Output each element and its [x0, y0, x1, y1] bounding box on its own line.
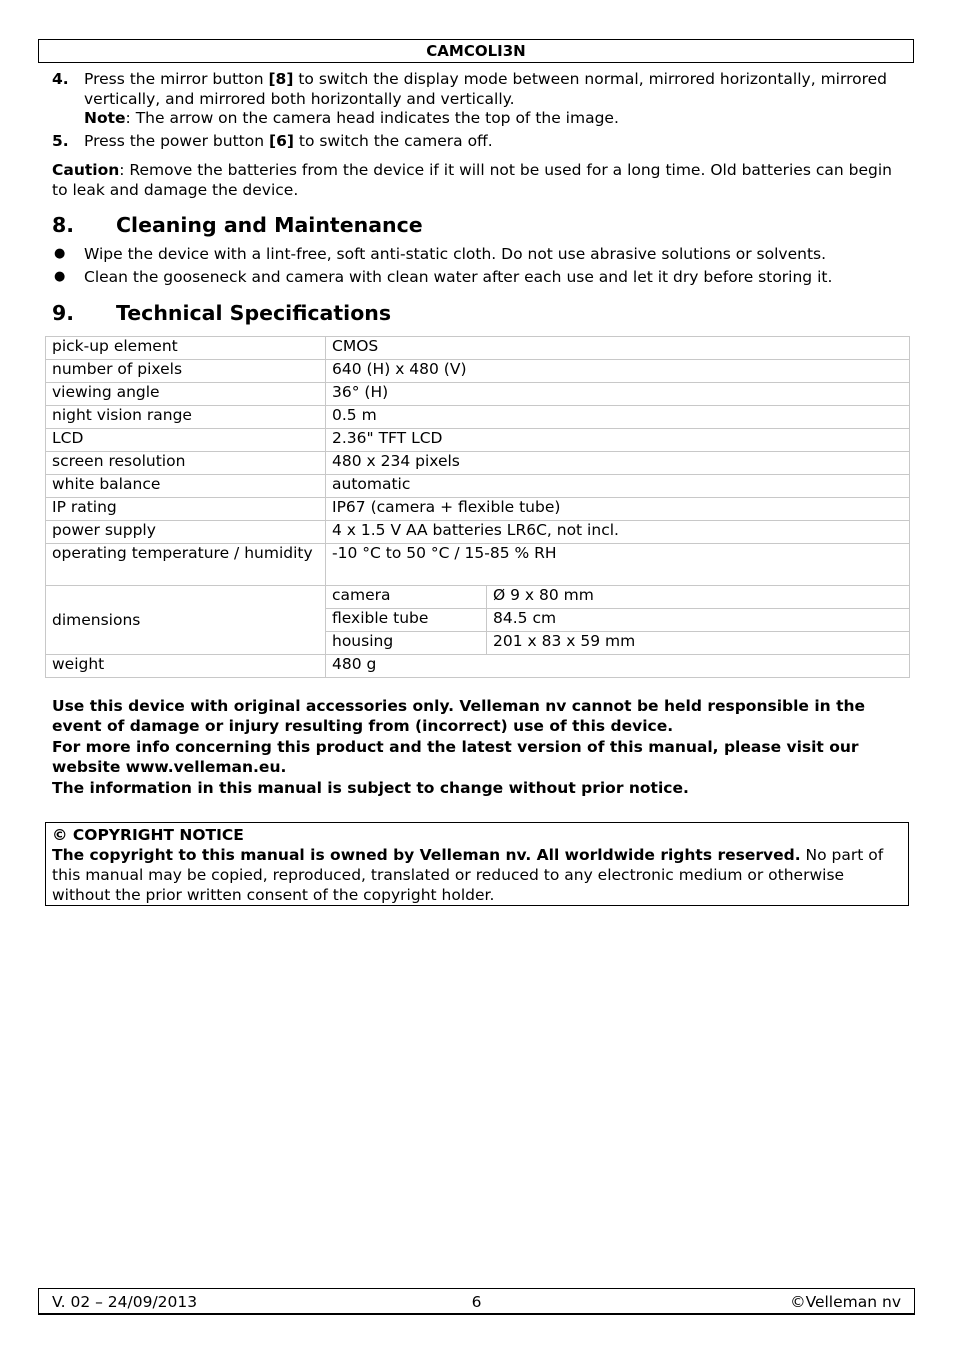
- table-row: [46, 544, 910, 586]
- spec-value: 2.36" TFT LCD: [326, 429, 910, 452]
- notice-text: For more info concerning this product and the latest version of this manual, please visit our website www.velleman.eu.: [52, 738, 859, 776]
- list-item-text: Wipe the device with a lint-free, soft anti-static cloth. Do not use abrasive solutions or solvents.: [84, 245, 827, 263]
- spec-label: IP rating: [46, 498, 326, 521]
- step-4: [52, 70, 902, 129]
- button-reference: [8]: [268, 70, 294, 88]
- spec-value: 84.5 cm: [487, 609, 910, 632]
- table-row: [46, 655, 910, 678]
- bullet-icon: ●: [54, 246, 66, 261]
- spec-label: weight: [46, 655, 326, 678]
- spec-value: 201 x 83 x 59 mm: [487, 632, 910, 655]
- spec-value: automatic: [326, 475, 910, 498]
- cleaning-list: [52, 244, 902, 287]
- table-row: [46, 337, 910, 360]
- usage-notices: [52, 696, 902, 799]
- section-number: 8.: [52, 213, 75, 237]
- spec-value: 480 g: [326, 655, 910, 678]
- section-title: Technical Specifications: [116, 301, 392, 325]
- copyright-bold-text: The copyright to this manual is owned by Velleman nv. All worldwide rights reserved.: [52, 846, 801, 864]
- spec-label: pick-up element: [46, 337, 326, 360]
- step-number: 5.: [52, 131, 69, 150]
- page-header-model: CAMCOLI3N: [38, 39, 914, 63]
- spec-value: 36° (H): [326, 383, 910, 406]
- specifications-table: [45, 336, 910, 678]
- step-number: 4.: [52, 70, 69, 88]
- spec-value: 0.5 m: [326, 406, 910, 429]
- spec-sublabel: flexible tube: [326, 609, 487, 632]
- spec-value: -10 °C to 50 °C / 15-85 % RH: [326, 544, 910, 586]
- section-title: Cleaning and Maintenance: [116, 213, 423, 237]
- copyright-text: No part of this manual may be copied, reproduced, translated or reduced to any electronic medium or otherwise without the prior written consent of the copyright holder.: [52, 846, 884, 904]
- section-heading-specifications: [52, 301, 902, 325]
- spec-label: dimensions: [46, 586, 326, 655]
- caution-label: Caution: [52, 161, 120, 179]
- spec-sublabel: housing: [326, 632, 487, 655]
- page-footer: [38, 1288, 915, 1315]
- section-heading-cleaning: [52, 213, 902, 237]
- spec-value: 480 x 234 pixels: [326, 452, 910, 475]
- spec-label: white balance: [46, 475, 326, 498]
- caution-text: : Remove the batteries from the device if it will not be used for a long time. Old batteries can begin to leak and damage the device.: [52, 161, 892, 199]
- spec-label: viewing angle: [46, 383, 326, 406]
- spec-label: operating temperature / humidity: [46, 544, 326, 586]
- table-row: [46, 475, 910, 498]
- list-item-text: Clean the gooseneck and camera with clean water after each use and let it dry before storing it.: [84, 268, 833, 286]
- table-row: [46, 383, 910, 406]
- spec-value: CMOS: [326, 337, 910, 360]
- table-row: [46, 360, 910, 383]
- page-number: 6: [471, 1293, 482, 1311]
- step-text: to switch the camera off.: [293, 131, 493, 150]
- caution-paragraph: [52, 160, 902, 200]
- notice-text: The information in this manual is subject to change without prior notice.: [52, 779, 689, 797]
- table-row: [46, 521, 910, 544]
- spec-value: IP67 (camera + flexible tube): [326, 498, 910, 521]
- table-row: [46, 586, 910, 609]
- notice-text: Use this device with original accessories only. Velleman nv cannot be held responsible in the event of damage or injury resulting from (incorrect) use of this device.: [52, 697, 866, 735]
- main-content: [52, 70, 902, 325]
- step-5: [52, 132, 902, 152]
- spec-value: 4 x 1.5 V AA batteries LR6C, not incl.: [326, 521, 910, 544]
- button-reference: [6]: [268, 131, 294, 150]
- spec-value: Ø 9 x 80 mm: [487, 586, 910, 609]
- bullet-icon: ●: [54, 269, 66, 284]
- copyright-title: © COPYRIGHT NOTICE: [52, 826, 244, 844]
- version-date: V. 02 – 24/09/2013: [52, 1293, 198, 1311]
- note-label: Note: [84, 109, 126, 127]
- spec-value: 640 (H) x 480 (V): [326, 360, 910, 383]
- list-item: [52, 267, 902, 287]
- copyright-body: [52, 845, 902, 905]
- table-row: [46, 498, 910, 521]
- table-row: [46, 452, 910, 475]
- spec-label: power supply: [46, 521, 326, 544]
- step-text: Press the power button: [84, 131, 269, 150]
- spec-label: screen resolution: [46, 452, 326, 475]
- footer-copyright: ©Velleman nv: [790, 1293, 901, 1311]
- note-text: : The arrow on the camera head indicates the top of the image.: [125, 109, 619, 127]
- spec-label: night vision range: [46, 406, 326, 429]
- spec-label: LCD: [46, 429, 326, 452]
- step-text: to switch the display mode between normal, mirrored horizontally, mirrored vertically, and mirrored both horizontally and vertically.: [84, 70, 888, 108]
- section-number: 9.: [52, 301, 75, 325]
- table-row: [46, 406, 910, 429]
- table-row: [46, 429, 910, 452]
- step-text: Press the mirror button: [84, 70, 269, 88]
- copyright-notice-box: [45, 822, 909, 906]
- spec-label: number of pixels: [46, 360, 326, 383]
- spec-sublabel: camera: [326, 586, 487, 609]
- list-item: [52, 244, 902, 264]
